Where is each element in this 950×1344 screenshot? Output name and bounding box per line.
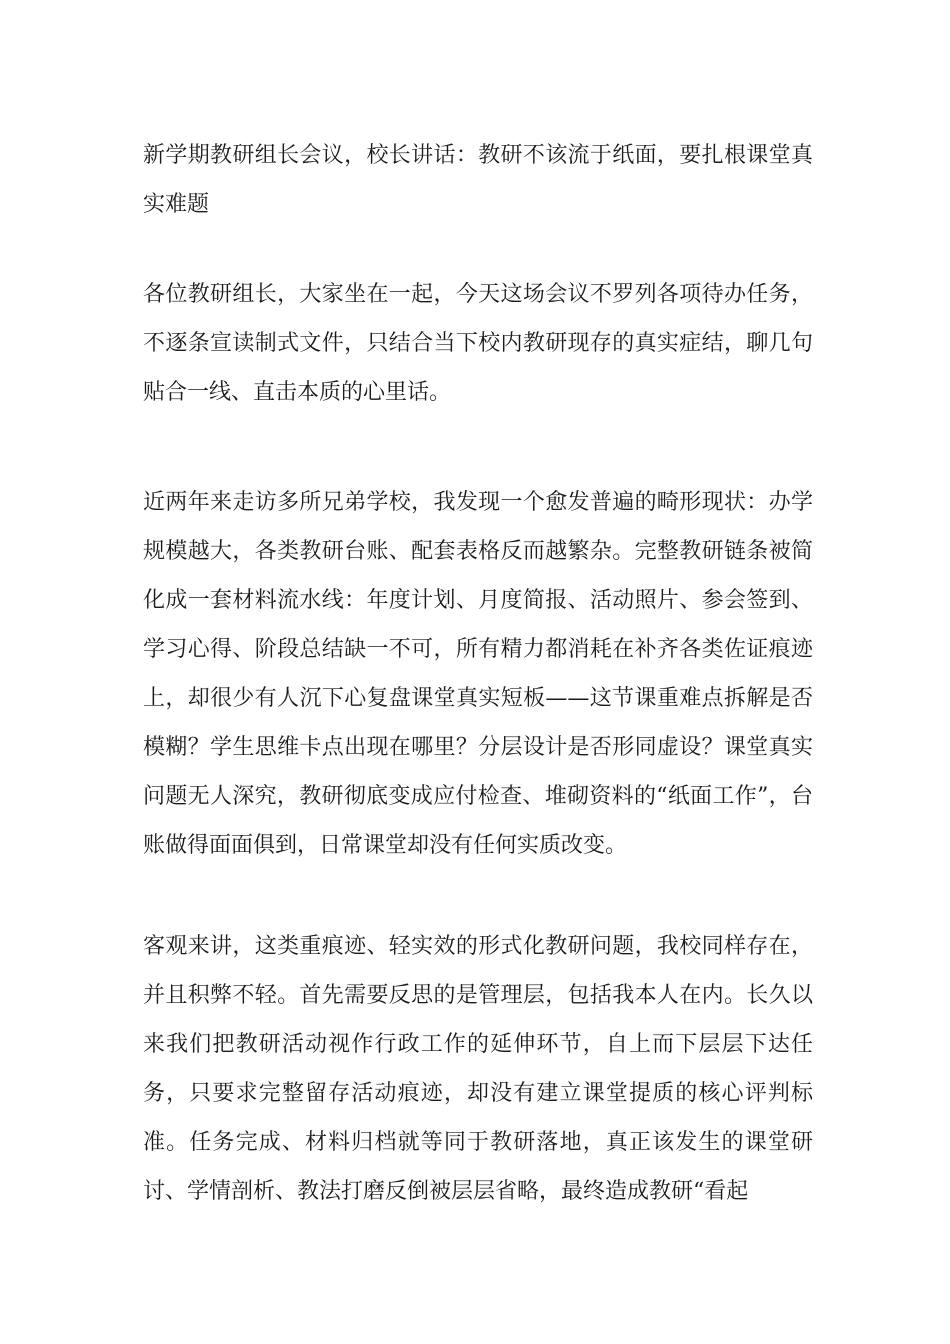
document-title: 新学期教研组长会议，校长讲话：教研不该流于纸面，要扎根课堂真实难题 <box>143 143 813 217</box>
paragraph-2: 近两年来走访多所兄弟学校，我发现一个愈发普遍的畸形现状：办学规模越大，各类教研台账、配套表格反而越繁杂。完整教研链条被简化成一套材料流水线：年度计划、月度简报、活动照片、参会签到、学习心得、阶段总结缺一不可，所有精力都消耗在补齐各类佐证痕迹上，却很少有人沉下心复盘课堂真实短板——这节课重难点拆解是否模糊？学生思维卡点出现在哪里？分层设计是否形同虚设？课堂真实问题无人深究，教研彻底变成应付检查、堆砌资料的“纸面工作”，台账做得面面俱到，日常课堂却没有任何实质改变。 <box>143 490 813 858</box>
paragraph-3: 客观来讲，这类重痕迹、轻实效的形式化教研问题，我校同样存在，并且积弊不轻。首先需要反思的是管理层，包括我本人在内。长久以来我们把教研活动视作行政工作的延伸环节，自上而下层层下达任务，只要求完整留存活动痕迹，却没有建立课堂提质的核心评判标准。任务完成、材料归档就等同于教研落地，真正该发生的课堂研讨、学情剖析、教法打磨反倒被层层省略，最终造成教研“看起 <box>143 934 813 1204</box>
paragraph-1: 各位教研组长，大家坐在一起，今天这场会议不罗列各项待办任务，不逐条宣读制式文件，只结合当下校内教研现存的真实症结，聊几句贴合一线、直击本质的心里话。 <box>143 282 813 405</box>
